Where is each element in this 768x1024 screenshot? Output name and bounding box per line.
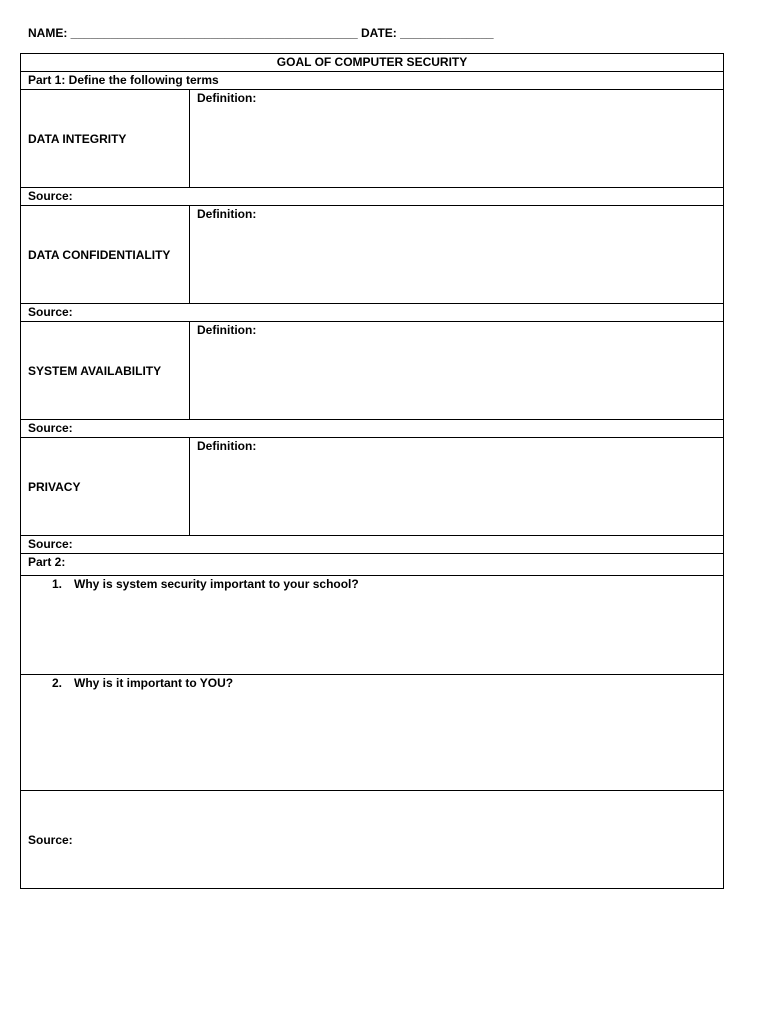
term-row <box>21 322 724 420</box>
part2-label: Part 2: <box>21 554 724 576</box>
final-source-label: Source: <box>28 832 73 847</box>
source-label: Source: <box>28 305 73 319</box>
question-row <box>21 675 724 791</box>
definition-cell[interactable] <box>190 206 724 304</box>
question-text: Why is system security important to your school? <box>74 577 359 591</box>
definition-cell[interactable] <box>190 438 724 536</box>
date-field[interactable]: ______________ <box>400 26 494 40</box>
source-cell[interactable] <box>21 420 724 438</box>
title-row <box>21 54 724 72</box>
name-label: NAME: <box>28 26 68 40</box>
definition-label: Definition: <box>197 439 257 453</box>
definition-label: Definition: <box>197 207 257 221</box>
part2-row <box>21 554 724 576</box>
source-label: Source: <box>28 189 73 203</box>
definition-cell[interactable] <box>190 90 724 188</box>
term-row <box>21 206 724 304</box>
part1-label: Part 1: Define the following terms <box>21 72 724 90</box>
term-row <box>21 438 724 536</box>
worksheet-table <box>20 53 724 889</box>
question-answer-cell[interactable] <box>21 576 724 675</box>
term-label: SYSTEM AVAILABILITY <box>21 322 190 420</box>
name-field[interactable]: ___________________________________________ <box>70 26 358 40</box>
source-cell[interactable] <box>21 304 724 322</box>
source-label: Source: <box>28 421 73 435</box>
question-answer-cell[interactable] <box>21 675 724 791</box>
worksheet-title: GOAL OF COMPUTER SECURITY <box>21 54 724 72</box>
part1-row <box>21 72 724 90</box>
question-number: 1. <box>52 577 63 591</box>
source-row <box>21 188 724 206</box>
source-row <box>21 420 724 438</box>
date-label: DATE: <box>361 26 397 40</box>
source-row <box>21 536 724 554</box>
question-number: 2. <box>52 676 63 690</box>
term-label: DATA CONFIDENTIALITY <box>21 206 190 304</box>
question-row <box>21 576 724 675</box>
term-label: DATA INTEGRITY <box>21 90 190 188</box>
final-source-row <box>21 791 724 889</box>
source-row <box>21 304 724 322</box>
definition-label: Definition: <box>197 323 257 337</box>
header-line <box>28 26 494 40</box>
source-cell[interactable] <box>21 188 724 206</box>
term-row <box>21 90 724 188</box>
term-label: PRIVACY <box>21 438 190 536</box>
final-source-cell[interactable] <box>21 791 724 889</box>
definition-cell[interactable] <box>190 322 724 420</box>
source-label: Source: <box>28 537 73 551</box>
source-cell[interactable] <box>21 536 724 554</box>
question-text: Why is it important to YOU? <box>74 676 234 690</box>
definition-label: Definition: <box>197 91 257 105</box>
